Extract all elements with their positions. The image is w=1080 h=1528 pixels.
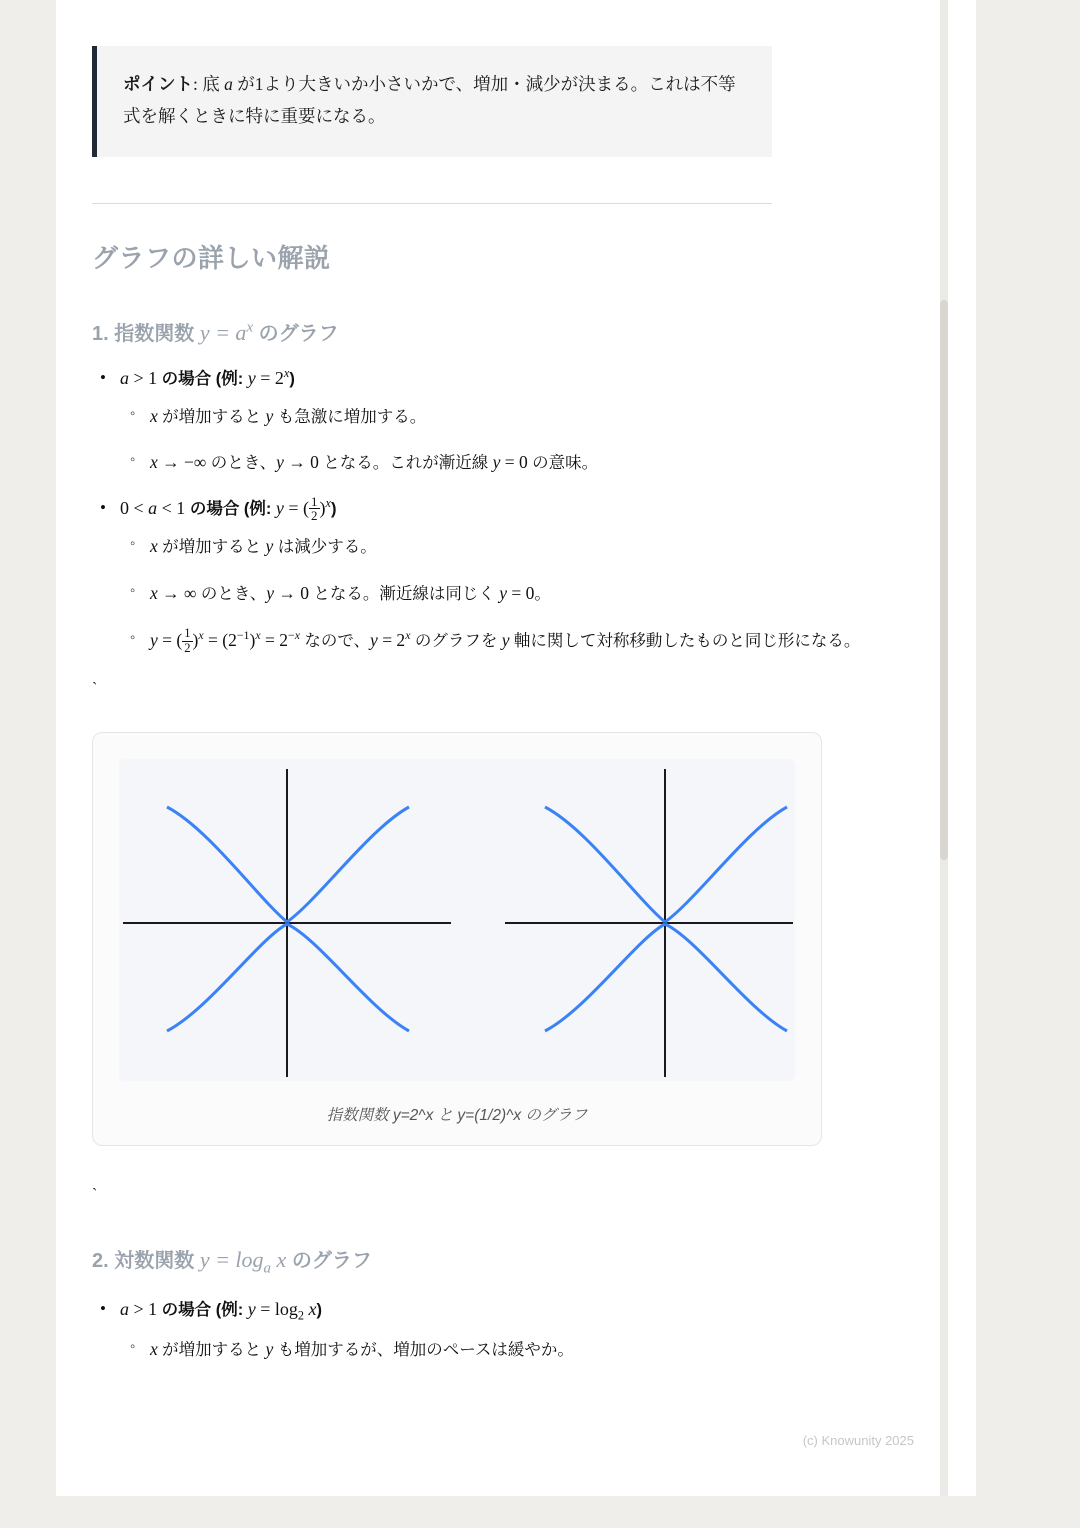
list-item: ◦ x が増加すると y も急激に増加する。 <box>150 401 882 432</box>
sublist <box>120 1334 882 1365</box>
list-item <box>120 364 882 479</box>
backtick-2: ` <box>92 1185 98 1203</box>
scrollbar-thumb[interactable] <box>940 300 948 860</box>
list-item-head: • a > 1 の場合 (例: $y = \log_2 x$) <box>120 1295 882 1326</box>
page-title: グラフの詳しい解説 <box>92 242 331 273</box>
list-subsection-2 <box>92 1295 882 1365</box>
subsection-1-number: 1. <box>92 322 109 345</box>
figure-container <box>92 732 822 1146</box>
figure-caption: 指数関数 y=2^x と y=(1/2)^x のグラフ <box>326 1106 588 1124</box>
point-callout <box>92 46 772 157</box>
subsection-1-label: 指数関数 <box>114 322 195 345</box>
right-curve-lower-right <box>665 924 787 1031</box>
callout-text <box>123 68 746 133</box>
callout-body: : 底 a が1より大きいか小さいかで、増加・減少が決まる。これは不等式を解くときに特に重要になる。 <box>123 74 736 127</box>
document-content <box>92 0 882 1381</box>
subsection-1-formula: $y = a^x$ <box>199 319 254 345</box>
callout-label: ポイント <box>123 74 193 94</box>
left-curve-upper-right <box>287 807 409 922</box>
right-curve-upper-right <box>665 807 787 922</box>
list-item-head: • a > 1 の場合 (例: $y = 2^x$) <box>120 364 882 393</box>
list-item: ◦ y = ( $\frac{1}{2}$ )$^x = (2^{-1})^x = 2^{-x}$ なので、$y = 2^x$ のグラフを y 軸に関して対称移動したものと同じ形になる。 <box>150 625 882 656</box>
sublist <box>120 401 882 479</box>
graph-figure <box>119 759 795 1081</box>
left-curve-upper-left <box>167 807 287 922</box>
subsection-2-tail: のグラフ <box>291 1249 372 1272</box>
subsection-2-formula: $y = \log_a x$ <box>199 1246 287 1277</box>
subsection-1-title <box>92 317 882 346</box>
list-item: ◦ x → ∞ のとき、y → 0 となる。漸近線は同じく y = 0。 <box>150 578 882 609</box>
subsection-2-label: 対数関数 <box>114 1249 195 1272</box>
left-curve-lower-right <box>287 924 409 1031</box>
subsection-2-title <box>92 1244 882 1277</box>
document-page <box>56 0 976 1496</box>
right-curve-lower-left <box>545 924 665 1031</box>
left-curve-lower-left <box>167 924 287 1031</box>
watermark: (c) Knowunity 2025 <box>802 1433 914 1448</box>
list-item: ◦ x が増加すると y も増加するが、増加のペースは緩やか。 <box>150 1334 882 1365</box>
subsection-2-number: 2. <box>92 1249 109 1272</box>
list-subsection-1 <box>92 364 882 656</box>
sublist <box>120 531 882 656</box>
list-item: ◦ x → −∞ のとき、y → 0 となる。これが漸近線 y = 0 の意味。 <box>150 447 882 478</box>
right-curve-upper-left <box>545 807 665 922</box>
exponential-graphs-svg <box>119 759 795 1081</box>
list-item <box>120 494 882 655</box>
subsection-1-tail: のグラフ <box>258 322 339 345</box>
list-item: ◦ x が増加すると y は減少する。 <box>150 531 882 562</box>
backtick-1: ` <box>92 679 98 697</box>
divider <box>92 203 772 204</box>
list-item <box>120 1295 882 1365</box>
list-item-head: • 0 < a < 1 の場合 (例: y = ( $\frac{1}{2}$ )$^x$) <box>120 494 882 523</box>
